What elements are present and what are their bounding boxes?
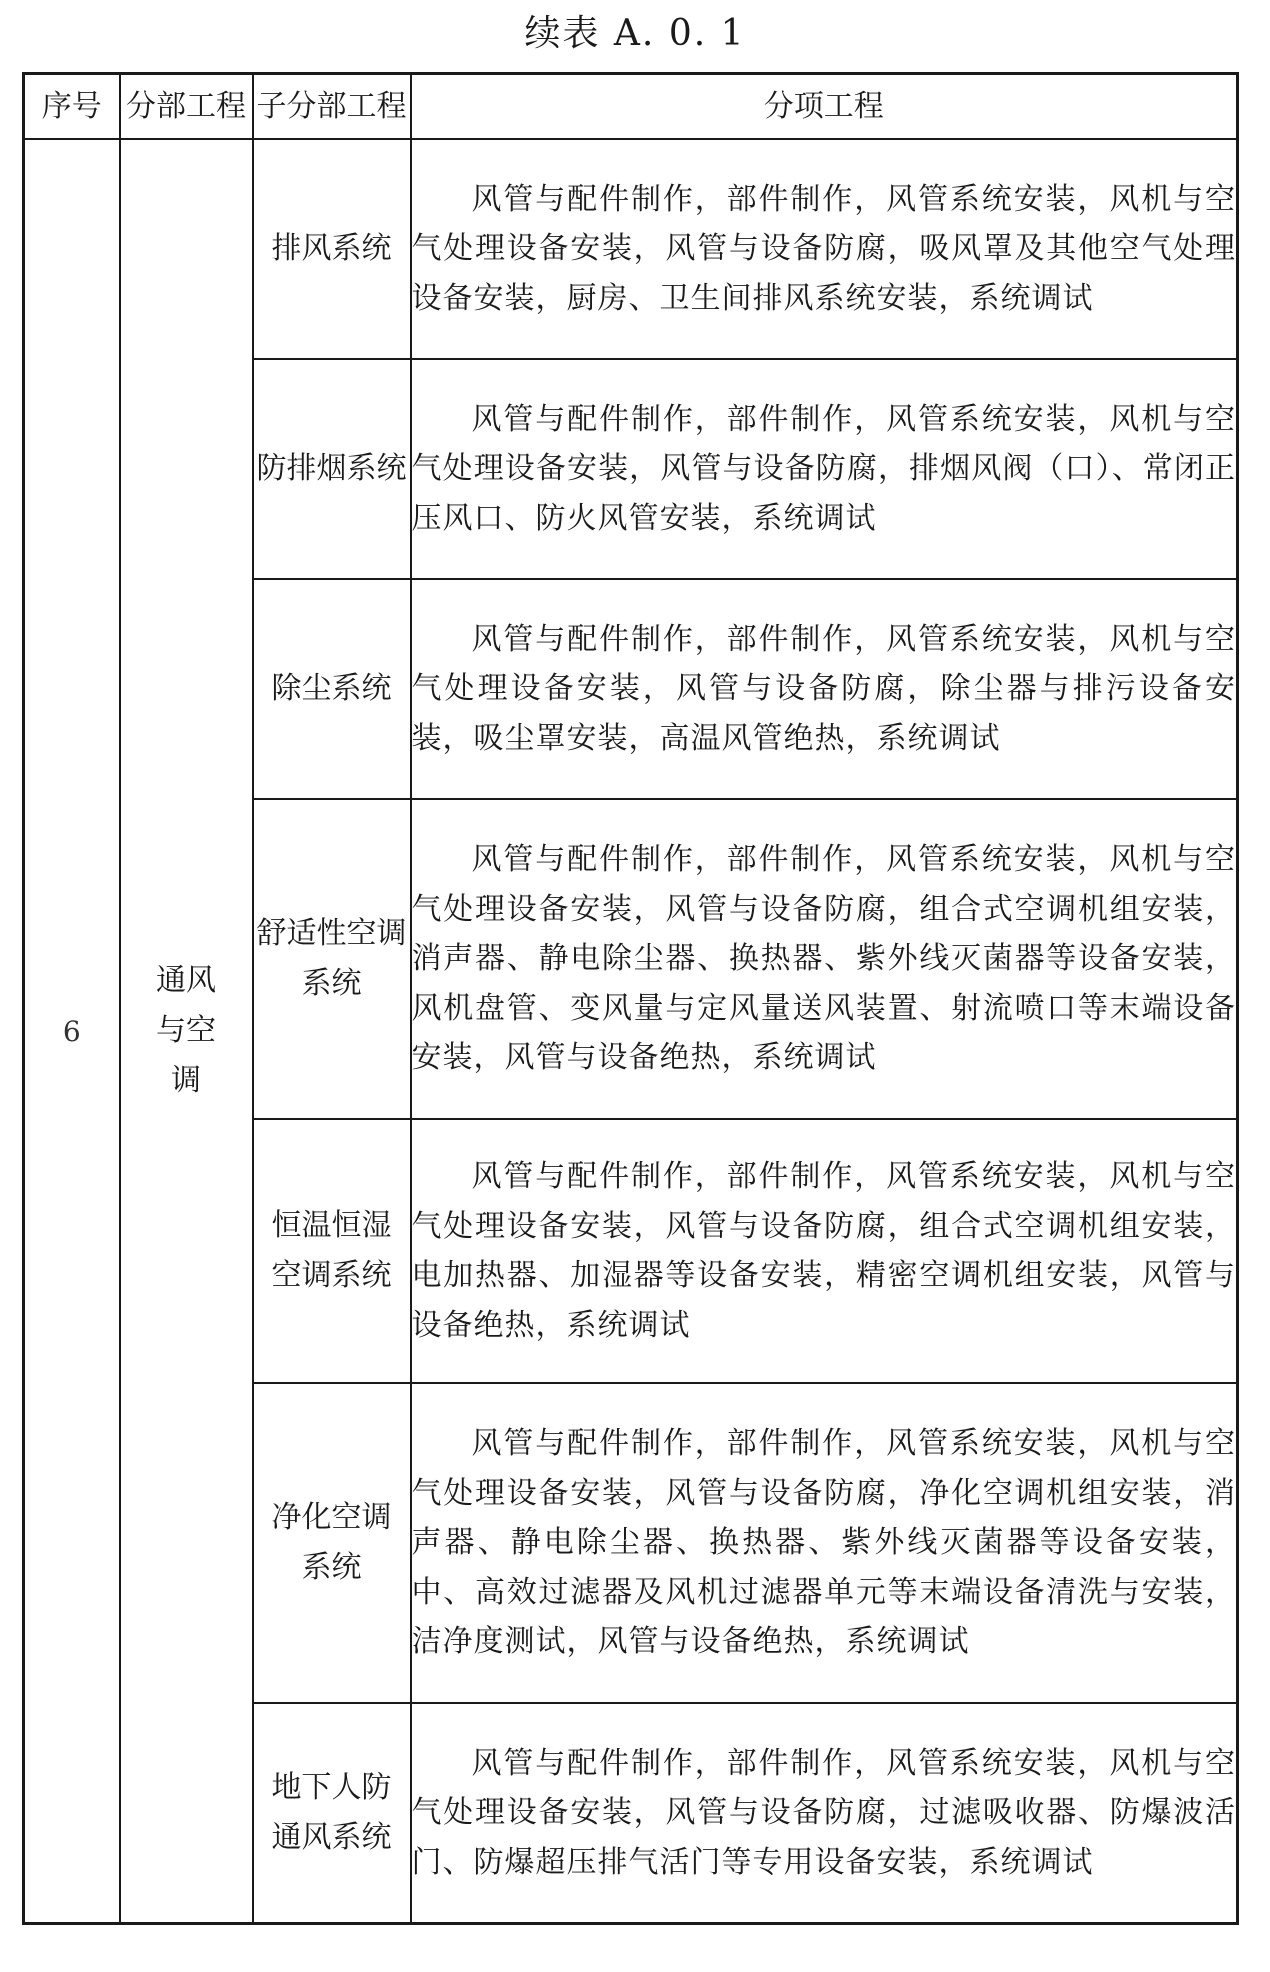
header-items: 分项工程 [411,74,1238,140]
subdivision-label: 净化空调系统 [271,1500,392,1585]
subdivision-table [22,72,1239,1925]
items-cell: 风管与配件制作，部件制作，风管系统安装，风机与空气处理设备安装，风管与设备防腐，除尘器与排污设备安装，吸尘罩安装，高温风管绝热，系统调试 [411,579,1238,799]
division-label: 通风与空调 [156,963,216,1098]
subdivision-label: 防排烟系统 [256,451,407,486]
division-cell [120,139,253,1924]
header-subdivision: 子分部工程 [253,74,411,140]
subdivision-label: 舒适性空调系统 [256,916,407,1001]
subdivision-cell [253,139,411,359]
subdivision-cell [253,1383,411,1703]
items-cell: 风管与配件制作，部件制作，风管系统安装，风机与空气处理设备安装，风管与设备防腐，排烟风阀（口）、常闭正压风口、防火风管安装，系统调试 [411,359,1238,579]
header-seq: 序号 [24,74,120,140]
subdivision-label: 除尘系统 [271,671,392,706]
seq-cell: 6 [24,139,120,1924]
items-cell: 风管与配件制作，部件制作，风管系统安装，风机与空气处理设备安装，风管与设备防腐，组合式空调机组安装，电加热器、加湿器等设备安装，精密空调机组安装，风管与设备绝热，系统调试 [411,1119,1238,1383]
subdivision-cell [253,579,411,799]
subdivision-label: 地下人防通风系统 [271,1770,392,1855]
table-row [24,139,1238,359]
subdivision-cell [253,799,411,1119]
subdivision-label: 排风系统 [271,231,392,266]
header-division: 分部工程 [120,74,253,140]
items-cell: 风管与配件制作，部件制作，风管系统安装，风机与空气处理设备安装，风管与设备防腐，净化空调机组安装，消声器、静电除尘器、换热器、紫外线灭菌器等设备安装，中、高效过滤器及风机过滤器单元等末端设备清洗与安装，洁净度测试，风管与设备绝热，系统调试 [411,1383,1238,1703]
table-caption: 续表 A. 0. 1 [524,13,746,54]
items-cell: 风管与配件制作，部件制作，风管系统安装，风机与空气处理设备安装，风管与设备防腐，组合式空调机组安装，消声器、静电除尘器、换热器、紫外线灭菌器等设备安装，风机盘管、变风量与定风量送风装置、射流喷口等末端设备安装，风管与设备绝热，系统调试 [411,799,1238,1119]
header-row [24,74,1238,140]
subdivision-cell [253,1119,411,1383]
items-cell: 风管与配件制作，部件制作，风管系统安装，风机与空气处理设备安装，风管与设备防腐，吸风罩及其他空气处理设备安装，厨房、卫生间排风系统安装，系统调试 [411,139,1238,359]
subdivision-cell [253,359,411,579]
items-cell: 风管与配件制作，部件制作，风管系统安装，风机与空气处理设备安装，风管与设备防腐，过滤吸收器、防爆波活门、防爆超压排气活门等专用设备安装，系统调试 [411,1703,1238,1924]
subdivision-label: 恒温恒湿空调系统 [271,1208,392,1293]
subdivision-cell [253,1703,411,1924]
